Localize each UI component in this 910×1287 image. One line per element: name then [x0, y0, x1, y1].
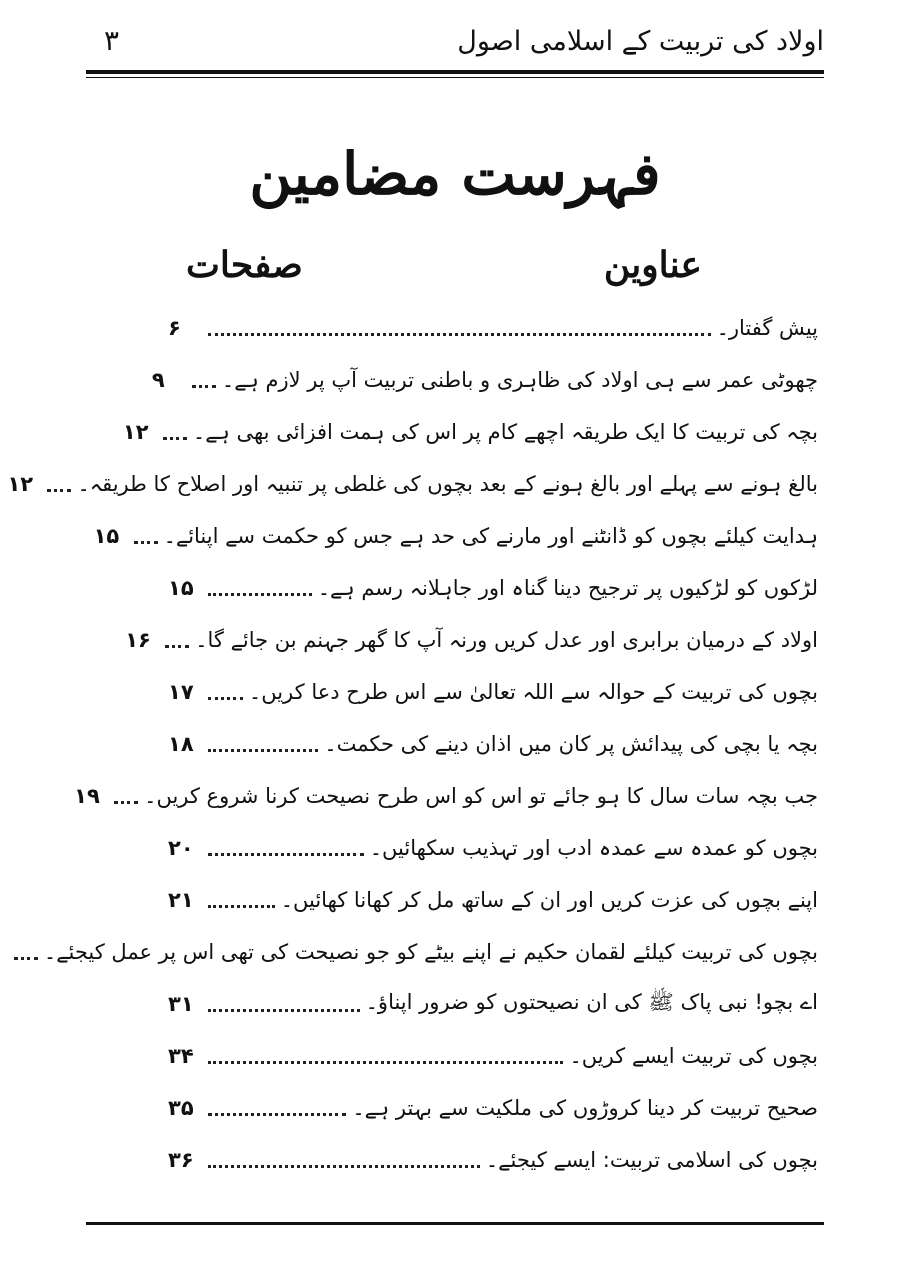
- dot-leader: [208, 697, 243, 700]
- toc-entry[interactable]: [43, 926, 818, 978]
- toc-entry-title: ہدایت کیلئے بچوں کو ڈانٹنے اور مارنے کی حد ہے جس کو حکمت سے اپنائے۔: [163, 524, 818, 548]
- book-title: اولاد کی تربیت کے اسلامی اصول: [457, 26, 824, 57]
- dot-leader: [134, 541, 158, 544]
- toc-entry-page: ۳۱: [168, 992, 194, 1016]
- toc-entry-page: [0, 940, 8, 964]
- dot-leader: [208, 1165, 480, 1168]
- footer-rule: [86, 1222, 824, 1225]
- toc-entry[interactable]: [168, 874, 818, 926]
- toc-entry[interactable]: [151, 354, 818, 406]
- toc-entry-page: ۹: [151, 368, 165, 392]
- toc-entry-title: بچوں کو عمدہ سے عمدہ ادب اور تہذیب سکھائیں۔: [369, 836, 818, 860]
- toc-entry-page: ۲۰: [168, 836, 194, 860]
- toc-entry[interactable]: [168, 822, 818, 874]
- toc-entry-title: لڑکوں کو لڑکیوں پر ترجیح دینا گناہ اور جاہلانہ رسم ہے۔: [317, 576, 818, 600]
- dot-leader: [208, 593, 312, 596]
- toc-entry[interactable]: [168, 1030, 818, 1082]
- toc-entry-page: ۳۵: [168, 1096, 194, 1120]
- dot-leader: [208, 333, 711, 336]
- dot-leader: [208, 749, 318, 752]
- toc-entry[interactable]: [168, 1082, 818, 1134]
- toc-entry[interactable]: [7, 458, 818, 510]
- topics-column-label: عناوین: [603, 244, 702, 286]
- toc-entry[interactable]: [168, 1134, 818, 1186]
- dot-leader: [192, 385, 216, 388]
- toc-entry-title: اپنے بچوں کی عزت کریں اور ان کے ساتھ مل کر کھانا کھائیں۔: [280, 888, 818, 912]
- toc-entry[interactable]: [122, 406, 818, 458]
- dot-leader: [163, 437, 187, 440]
- toc-entry-page: ۱۷: [168, 680, 194, 704]
- dot-leader: [47, 489, 71, 492]
- dot-leader: [208, 905, 275, 908]
- toc-entry-title: بچوں کی تربیت کیلئے لقمان حکیم نے اپنے بیٹے کو جو نصیحت کی تھی اس پر عمل کیجئے۔: [43, 940, 818, 964]
- toc-list: [7, 302, 818, 1186]
- toc-entry-page: ۱۵: [168, 576, 194, 600]
- dot-leader: [114, 801, 138, 804]
- toc-entry-title: بچوں کی اسلامی تربیت: ایسے کیجئے۔: [485, 1148, 818, 1172]
- toc-entry-page: ۱۶: [125, 628, 151, 652]
- dot-leader: [208, 853, 364, 856]
- toc-entry-page: ۶: [168, 316, 181, 340]
- header-rule: [86, 70, 824, 74]
- toc-entry[interactable]: [168, 302, 818, 354]
- toc-entry-page: ۱۵: [93, 524, 120, 548]
- toc-entry-title: جب بچہ سات سال کا ہو جائے تو اس کو اس طرح نصیحت کرنا شروع کریں۔: [144, 784, 818, 808]
- page-number: ۳: [104, 24, 120, 57]
- toc-entry-title: اے بچو! نبی پاک ﷺ کی ان نصیحتوں کو ضرور اپناؤ۔: [365, 989, 818, 1014]
- running-head: [86, 22, 824, 70]
- toc-heading: فہرست مضامین: [249, 140, 661, 208]
- toc-entry-title: بچوں کی تربیت کے حوالہ سے اللہ تعالیٰ سے اس طرح دعا کریں۔: [248, 680, 818, 704]
- toc-entry-title: بچہ یا بچی کی پیدائش پر کان میں اذان دینے کی حکمت۔: [324, 732, 818, 756]
- toc-entry-page: ۱۹: [74, 784, 100, 808]
- toc-entry-page: ۱۸: [168, 732, 194, 756]
- dot-leader: [165, 645, 189, 648]
- toc-entry-title: صحیح تربیت کر دینا کروڑوں کی ملکیت سے بہتر ہے۔: [352, 1096, 818, 1120]
- toc-entry[interactable]: [74, 770, 818, 822]
- toc-entry-title: بچوں کی تربیت ایسے کریں۔: [569, 1044, 818, 1068]
- toc-entry[interactable]: [168, 978, 818, 1030]
- toc-entry-title: بچہ کی تربیت کا ایک طریقہ اچھے کام پر اس کی ہمت افزائی بھی ہے۔: [192, 420, 818, 444]
- toc-entry[interactable]: [168, 666, 818, 718]
- toc-entry[interactable]: [168, 718, 818, 770]
- toc-entry-title: اولاد کے درمیان برابری اور عدل کریں ورنہ آپ کا گھر جہنم بن جائے گا۔: [195, 628, 818, 652]
- toc-entry[interactable]: [93, 510, 818, 562]
- toc-entry-page: ۳۴: [168, 1044, 194, 1068]
- toc-entry-page: ۳۶: [168, 1148, 194, 1172]
- toc-entry[interactable]: [168, 562, 818, 614]
- toc-entry-title: چھوٹی عمر سے ہی اولاد کی ظاہری و باطنی تربیت آپ پر لازم ہے۔: [221, 368, 818, 392]
- toc-entry-title: پیش گفتار۔: [716, 316, 818, 340]
- toc-entry-page: ۱۲: [7, 472, 34, 496]
- dot-leader: [208, 1113, 346, 1116]
- header-rule-thin: [86, 77, 824, 78]
- toc-entry-title: بالغ ہونے سے پہلے اور بالغ ہونے کے بعد بچوں کی غلطی پر تنبیہ اور اصلاح کا طریقہ۔: [77, 472, 818, 496]
- dot-leader: [208, 1061, 563, 1064]
- pages-column-label: صفحات: [186, 244, 303, 286]
- dot-leader: [14, 957, 38, 960]
- toc-entry-page: ۲۱: [168, 888, 194, 912]
- dot-leader: [208, 1009, 360, 1012]
- toc-entry[interactable]: [125, 614, 818, 666]
- toc-entry-page: ۱۲: [122, 420, 149, 444]
